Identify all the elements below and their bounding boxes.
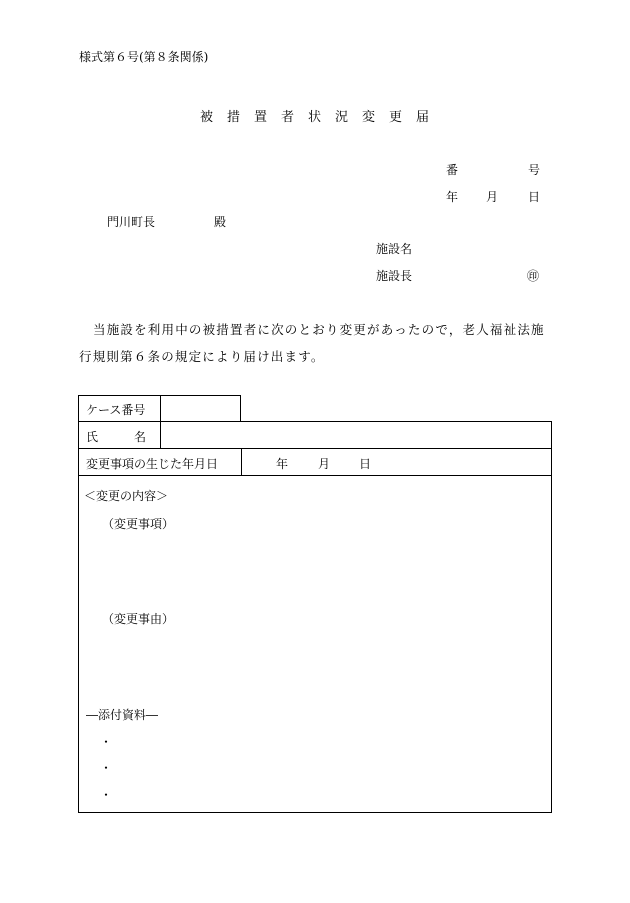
- date-row-divider: [241, 448, 242, 475]
- name-field[interactable]: [170, 428, 540, 444]
- case-number-label: ケース番号: [86, 403, 146, 417]
- seal-mark: ㊞: [527, 269, 540, 283]
- ban-label: 番: [446, 163, 459, 177]
- addressee-name: 門川町長: [107, 215, 156, 229]
- case-number-divider: [160, 395, 161, 422]
- attachment-bullet-2: ・: [100, 761, 113, 775]
- change-date-year: 年: [276, 457, 289, 471]
- addressee-honorific: 殿: [214, 215, 227, 229]
- facility-head-label: 施設長: [376, 269, 413, 283]
- day-label: 日: [528, 190, 541, 204]
- change-date-day: 日: [359, 457, 372, 471]
- change-date-month: 月: [318, 457, 331, 471]
- year-label: 年: [446, 190, 459, 204]
- name-label: 氏 名: [86, 430, 147, 444]
- change-content-heading: ＜変更の内容＞: [84, 489, 169, 503]
- name-row-bottom: [78, 448, 552, 449]
- name-row-divider: [160, 421, 161, 448]
- attachment-bullet-1: ・: [100, 735, 113, 749]
- attachments-heading: ―添付資料―: [86, 708, 159, 722]
- date-row-bottom: [78, 475, 552, 476]
- case-number-field[interactable]: [170, 401, 234, 417]
- go-label: 号: [528, 163, 541, 177]
- facility-name-label: 施設名: [376, 242, 413, 256]
- document-title: 被措置者状況変更届: [200, 110, 444, 125]
- body-paragraph: 当施設を利用中の被措置者に次のとおり変更があったので，老人福祉法施行規則第６条の規定により届け出ます。: [79, 322, 545, 364]
- change-date-label: 変更事項の生じた年月日: [86, 457, 219, 471]
- change-reason-label: （変更事由）: [102, 612, 175, 626]
- month-label: 月: [486, 190, 499, 204]
- attachment-bullet-3: ・: [100, 788, 113, 802]
- change-item-label: （変更事項）: [102, 517, 175, 531]
- form-number: 様式第６号(第８条関係): [79, 50, 209, 64]
